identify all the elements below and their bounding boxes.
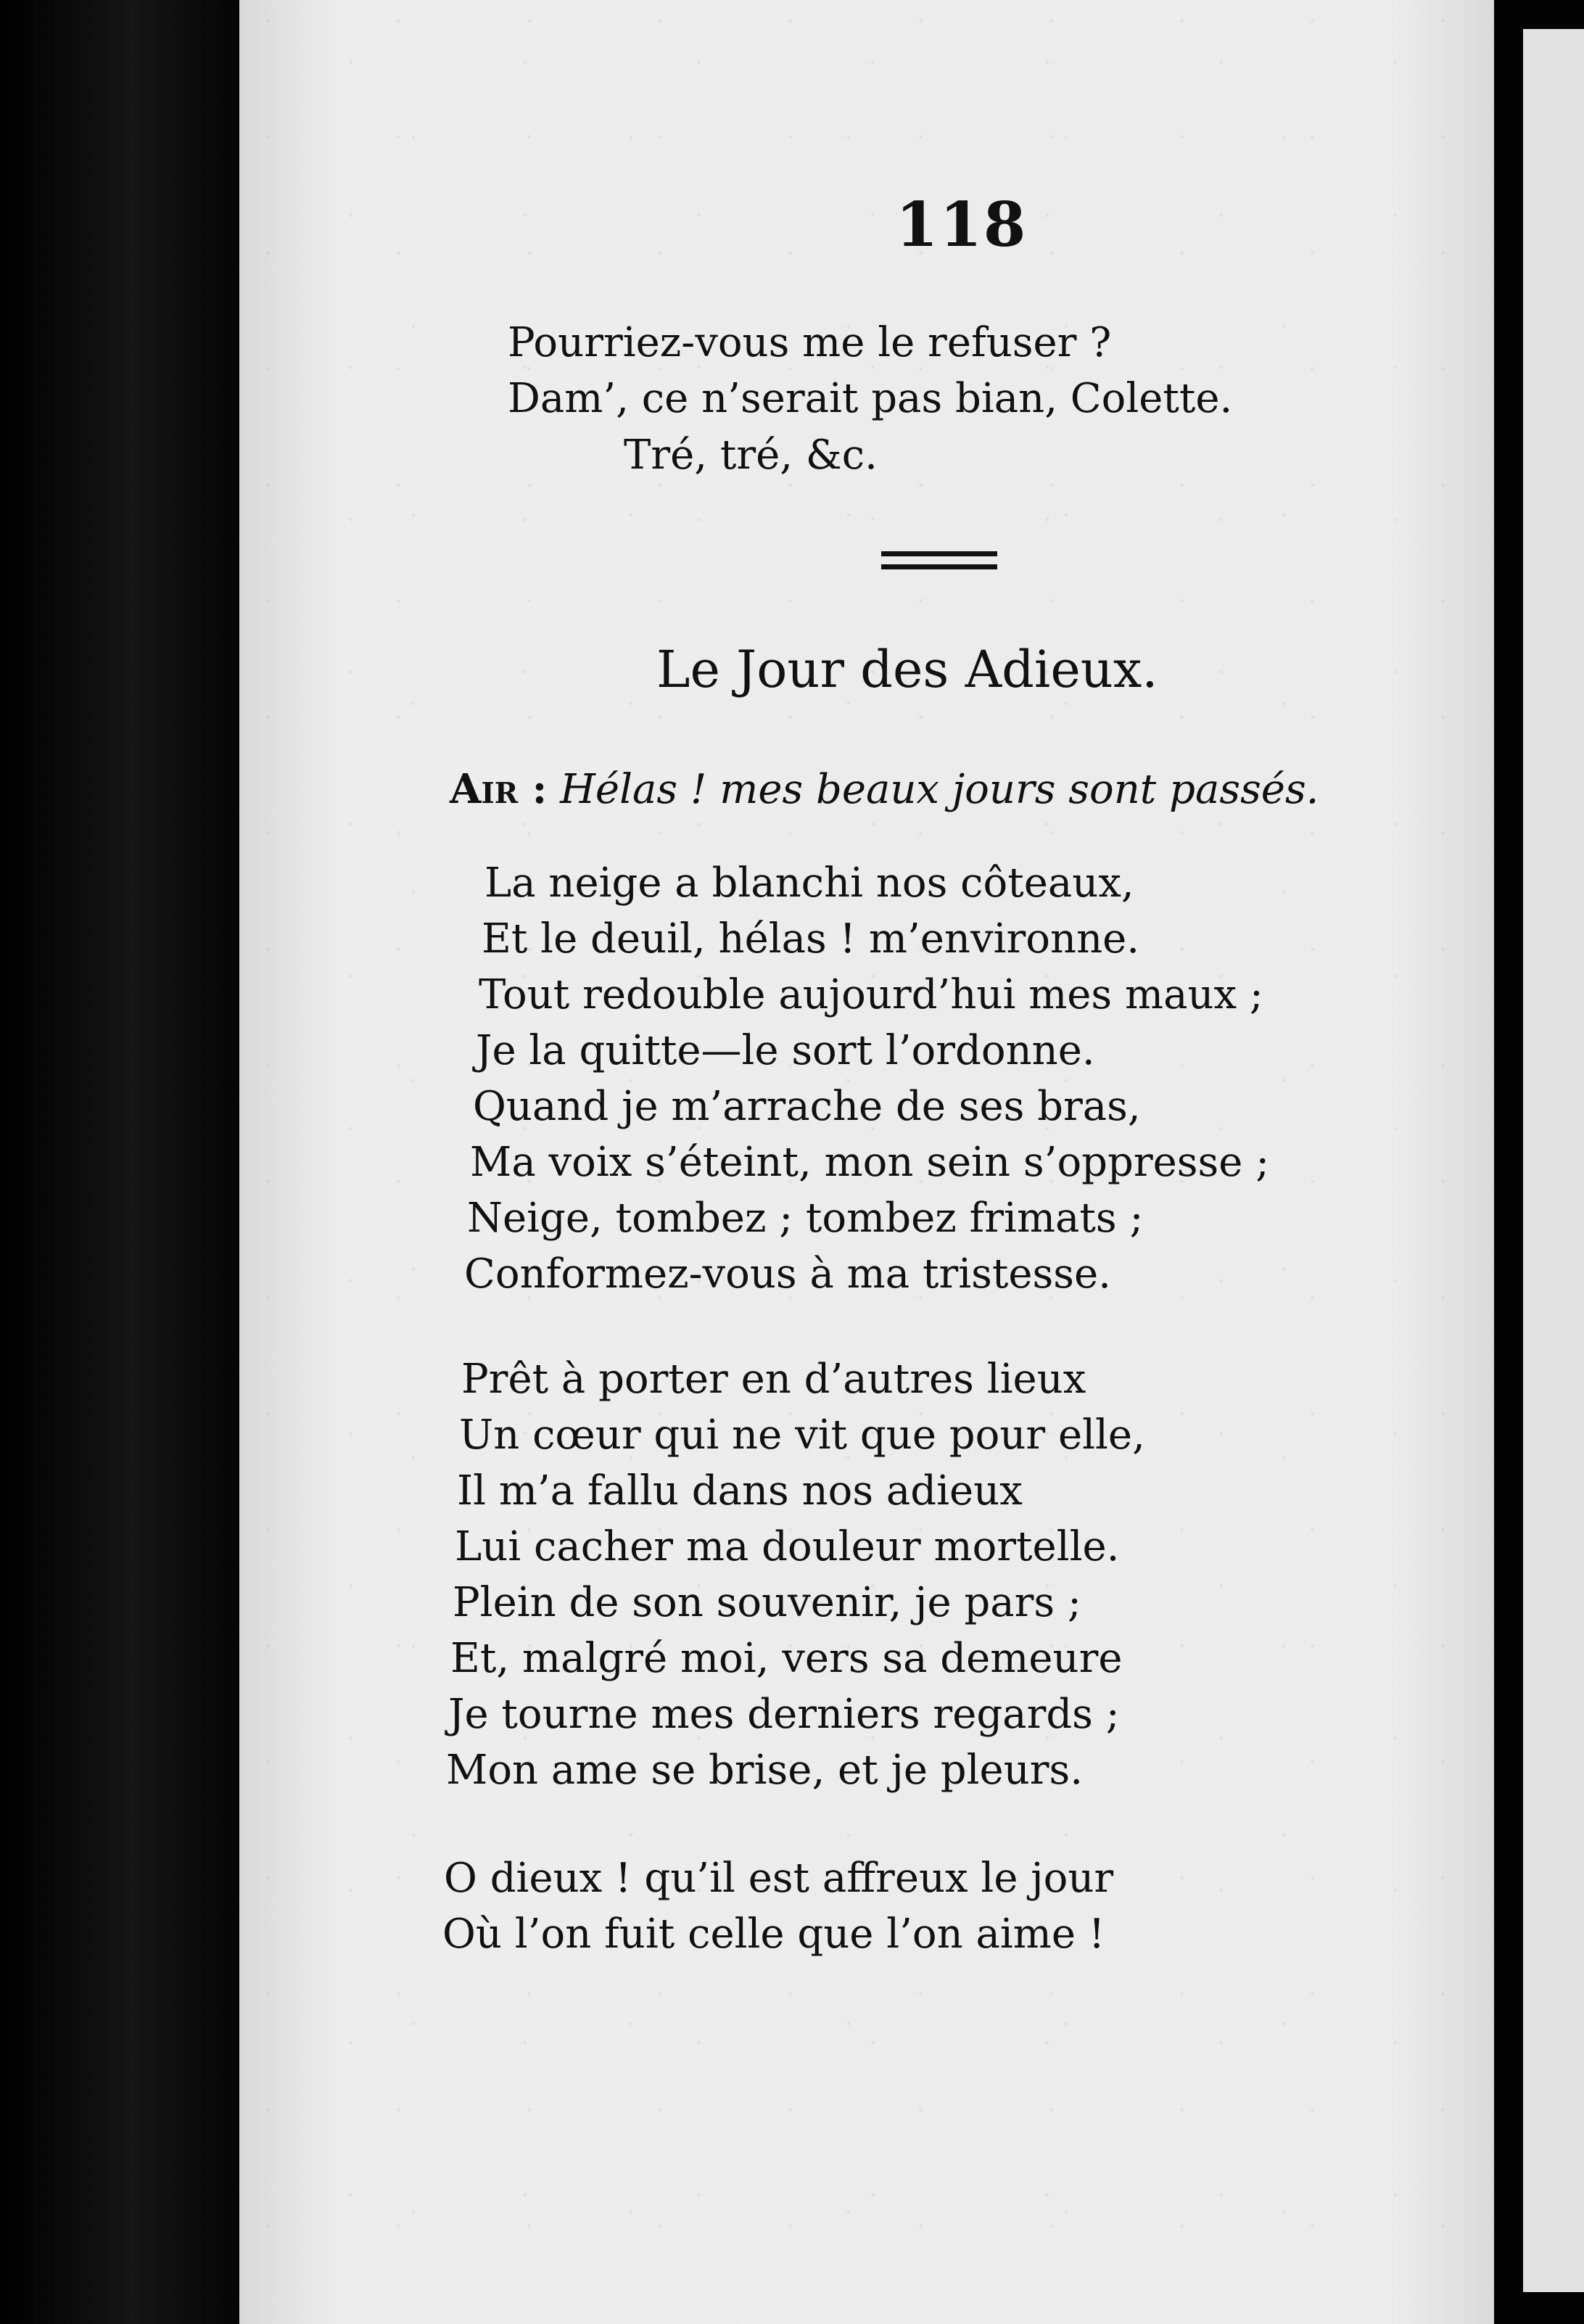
next-page-edge <box>1494 0 1584 2324</box>
air-label: Air : <box>450 765 548 813</box>
verse-line: Mon ame se brise, et je pleurs. <box>446 1747 1084 1794</box>
verse-line: Et le deuil, hélas ! m’environne. <box>482 915 1140 963</box>
air-tune: Hélas ! mes beaux jours sont passés. <box>560 766 1319 813</box>
verse-line: Conformez-vous à ma tristesse. <box>464 1250 1111 1298</box>
section-divider <box>881 551 997 556</box>
verse-line: Plein de son souvenir, je pars ; <box>453 1579 1081 1626</box>
verse-line: Et, malgré moi, vers sa demeure <box>450 1635 1123 1682</box>
verse-line: Lui cacher ma douleur mortelle. <box>455 1523 1120 1570</box>
verse-line: Où l’on fuit celle que l’on aime ! <box>442 1911 1105 1958</box>
verse-line: La neige a blanchi nos côteaux, <box>484 860 1134 907</box>
verse-line: O dieux ! qu’il est affreux le jour <box>444 1855 1114 1902</box>
verse-line: Un cœur qui ne vit que pour elle, <box>459 1412 1145 1459</box>
verse-line: Tout redouble aujourd’hui mes maux ; <box>479 971 1263 1018</box>
left-book-edge <box>0 0 239 2324</box>
verse-line: Je tourne mes derniers regards ; <box>448 1691 1120 1738</box>
verse-line: Prêt à porter en d’autres lieux <box>461 1356 1086 1403</box>
verse-line: Quand je m’arrache de ses bras, <box>473 1083 1141 1130</box>
verse-line: Ma voix s’éteint, mon sein s’oppresse ; <box>470 1139 1270 1186</box>
page-number: 118 <box>896 189 1028 260</box>
refrain-line: Tré, tré, &c. <box>624 432 878 479</box>
verse-line: Il m’a fallu dans nos adieux <box>457 1467 1023 1515</box>
verse-line: Neige, tombez ; tombez frimats ; <box>467 1195 1144 1242</box>
verse-line: Dam’, ce n’serait pas bian, Colette. <box>508 375 1233 422</box>
section-divider <box>881 564 997 569</box>
air-line <box>450 765 1319 813</box>
verse-line: Pourriez-vous me le refuser ? <box>508 319 1112 366</box>
verse-line: Je la quitte—le sort l’ordonne. <box>476 1027 1095 1074</box>
song-title: Le Jour des Adieux. <box>656 640 1158 699</box>
